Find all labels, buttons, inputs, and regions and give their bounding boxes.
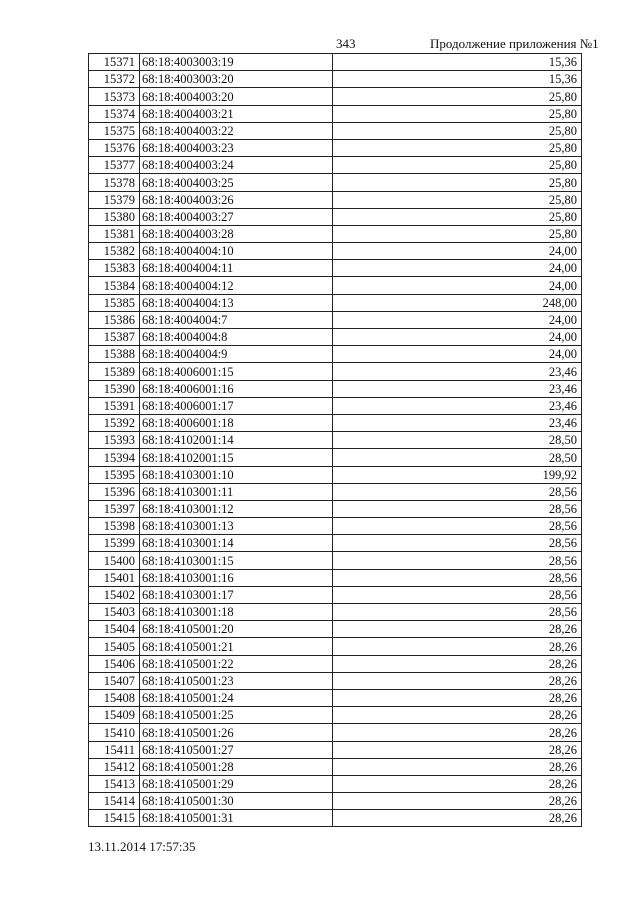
table-row <box>89 586 582 603</box>
table-row <box>89 243 582 260</box>
cadastral-number-cell: 68:18:4105001:31 <box>140 810 333 827</box>
table-row <box>89 380 582 397</box>
row-number-cell: 15371 <box>89 54 140 71</box>
value-cell: 23,46 <box>333 363 582 380</box>
row-number-cell: 15395 <box>89 466 140 483</box>
table-row <box>89 724 582 741</box>
row-number-cell: 15382 <box>89 243 140 260</box>
cadastral-number-cell: 68:18:4004003:20 <box>140 88 333 105</box>
table-row <box>89 105 582 122</box>
cadastral-number-cell: 68:18:4102001:15 <box>140 449 333 466</box>
table-row <box>89 414 582 431</box>
table-row <box>89 346 582 363</box>
cadastral-number-cell: 68:18:4004003:22 <box>140 122 333 139</box>
cadastral-number-cell: 68:18:4103001:17 <box>140 586 333 603</box>
row-number-cell: 15394 <box>89 449 140 466</box>
value-cell: 23,46 <box>333 397 582 414</box>
cadastral-number-cell: 68:18:4004004:10 <box>140 243 333 260</box>
value-cell: 23,46 <box>333 414 582 431</box>
value-cell: 25,80 <box>333 191 582 208</box>
row-number-cell: 15399 <box>89 535 140 552</box>
cadastral-number-cell: 68:18:4004004:8 <box>140 329 333 346</box>
value-cell: 28,26 <box>333 638 582 655</box>
table-row <box>89 191 582 208</box>
value-cell: 28,26 <box>333 724 582 741</box>
cadastral-number-cell: 68:18:4105001:20 <box>140 621 333 638</box>
row-number-cell: 15379 <box>89 191 140 208</box>
row-number-cell: 15383 <box>89 260 140 277</box>
row-number-cell: 15405 <box>89 638 140 655</box>
value-cell: 28,26 <box>333 793 582 810</box>
value-cell: 15,36 <box>333 71 582 88</box>
value-cell: 25,80 <box>333 88 582 105</box>
table-row <box>89 225 582 242</box>
page-number: 343 <box>336 36 356 51</box>
table-row <box>89 500 582 517</box>
table-row <box>89 294 582 311</box>
row-number-cell: 15410 <box>89 724 140 741</box>
cadastral-table <box>88 53 582 827</box>
cadastral-number-cell: 68:18:4006001:18 <box>140 414 333 431</box>
row-number-cell: 15391 <box>89 397 140 414</box>
value-cell: 28,26 <box>333 689 582 706</box>
table-row <box>89 208 582 225</box>
row-number-cell: 15393 <box>89 432 140 449</box>
cadastral-number-cell: 68:18:4004003:25 <box>140 174 333 191</box>
value-cell: 28,26 <box>333 707 582 724</box>
row-number-cell: 15396 <box>89 483 140 500</box>
value-cell: 25,80 <box>333 208 582 225</box>
table-row <box>89 277 582 294</box>
cadastral-number-cell: 68:18:4003003:20 <box>140 71 333 88</box>
row-number-cell: 15412 <box>89 758 140 775</box>
cadastral-number-cell: 68:18:4105001:24 <box>140 689 333 706</box>
row-number-cell: 15411 <box>89 741 140 758</box>
cadastral-number-cell: 68:18:4004004:12 <box>140 277 333 294</box>
cadastral-number-cell: 68:18:4103001:15 <box>140 552 333 569</box>
row-number-cell: 15403 <box>89 604 140 621</box>
table-row <box>89 54 582 71</box>
row-number-cell: 15392 <box>89 414 140 431</box>
value-cell: 25,80 <box>333 157 582 174</box>
value-cell: 199,92 <box>333 466 582 483</box>
row-number-cell: 15385 <box>89 294 140 311</box>
row-number-cell: 15404 <box>89 621 140 638</box>
cadastral-number-cell: 68:18:4105001:29 <box>140 775 333 792</box>
value-cell: 28,56 <box>333 500 582 517</box>
value-cell: 28,26 <box>333 758 582 775</box>
value-cell: 24,00 <box>333 277 582 294</box>
value-cell: 248,00 <box>333 294 582 311</box>
value-cell: 28,26 <box>333 810 582 827</box>
table-row <box>89 758 582 775</box>
value-cell: 24,00 <box>333 329 582 346</box>
table-row <box>89 604 582 621</box>
cadastral-number-cell: 68:18:4004004:11 <box>140 260 333 277</box>
value-cell: 28,26 <box>333 741 582 758</box>
table-row <box>89 71 582 88</box>
cadastral-number-cell: 68:18:4105001:21 <box>140 638 333 655</box>
print-timestamp: 13.11.2014 17:57:35 <box>88 839 196 854</box>
table-row <box>89 157 582 174</box>
table-row <box>89 432 582 449</box>
value-cell: 25,80 <box>333 122 582 139</box>
row-number-cell: 15409 <box>89 707 140 724</box>
value-cell: 28,56 <box>333 483 582 500</box>
cadastral-number-cell: 68:18:4105001:22 <box>140 655 333 672</box>
cadastral-number-cell: 68:18:4103001:13 <box>140 518 333 535</box>
cadastral-number-cell: 68:18:4103001:14 <box>140 535 333 552</box>
value-cell: 15,36 <box>333 54 582 71</box>
row-number-cell: 15386 <box>89 311 140 328</box>
value-cell: 28,26 <box>333 775 582 792</box>
value-cell: 28,56 <box>333 586 582 603</box>
cadastral-number-cell: 68:18:4105001:23 <box>140 672 333 689</box>
cadastral-number-cell: 68:18:4103001:18 <box>140 604 333 621</box>
value-cell: 28,50 <box>333 449 582 466</box>
table-row <box>89 741 582 758</box>
value-cell: 24,00 <box>333 243 582 260</box>
value-cell: 28,56 <box>333 604 582 621</box>
cadastral-number-cell: 68:18:4004003:21 <box>140 105 333 122</box>
row-number-cell: 15378 <box>89 174 140 191</box>
cadastral-number-cell: 68:18:4004003:23 <box>140 139 333 156</box>
value-cell: 28,26 <box>333 655 582 672</box>
table-row <box>89 397 582 414</box>
table-row <box>89 552 582 569</box>
table-row <box>89 466 582 483</box>
cadastral-number-cell: 68:18:4103001:11 <box>140 483 333 500</box>
value-cell: 28,56 <box>333 552 582 569</box>
value-cell: 25,80 <box>333 174 582 191</box>
table-row <box>89 810 582 827</box>
cadastral-number-cell: 68:18:4105001:25 <box>140 707 333 724</box>
cadastral-number-cell: 68:18:4004004:7 <box>140 311 333 328</box>
cadastral-number-cell: 68:18:4004004:9 <box>140 346 333 363</box>
cadastral-number-cell: 68:18:4105001:28 <box>140 758 333 775</box>
row-number-cell: 15372 <box>89 71 140 88</box>
cadastral-number-cell: 68:18:4103001:12 <box>140 500 333 517</box>
row-number-cell: 15381 <box>89 225 140 242</box>
table-row <box>89 638 582 655</box>
cadastral-number-cell: 68:18:4003003:19 <box>140 54 333 71</box>
cadastral-number-cell: 68:18:4006001:17 <box>140 397 333 414</box>
cadastral-number-cell: 68:18:4105001:27 <box>140 741 333 758</box>
cadastral-number-cell: 68:18:4004003:24 <box>140 157 333 174</box>
row-number-cell: 15374 <box>89 105 140 122</box>
cadastral-number-cell: 68:18:4006001:16 <box>140 380 333 397</box>
value-cell: 28,26 <box>333 672 582 689</box>
table-row <box>89 518 582 535</box>
cadastral-number-cell: 68:18:4103001:16 <box>140 569 333 586</box>
cadastral-number-cell: 68:18:4004003:26 <box>140 191 333 208</box>
row-number-cell: 15384 <box>89 277 140 294</box>
row-number-cell: 15402 <box>89 586 140 603</box>
table-row <box>89 655 582 672</box>
value-cell: 28,56 <box>333 518 582 535</box>
table-row <box>89 689 582 706</box>
table-row <box>89 174 582 191</box>
table-row <box>89 707 582 724</box>
cadastral-number-cell: 68:18:4006001:15 <box>140 363 333 380</box>
value-cell: 28,56 <box>333 569 582 586</box>
table-row <box>89 363 582 380</box>
row-number-cell: 15406 <box>89 655 140 672</box>
row-number-cell: 15387 <box>89 329 140 346</box>
value-cell: 24,00 <box>333 311 582 328</box>
cadastral-number-cell: 68:18:4004003:27 <box>140 208 333 225</box>
value-cell: 28,26 <box>333 621 582 638</box>
table-row <box>89 793 582 810</box>
value-cell: 24,00 <box>333 346 582 363</box>
row-number-cell: 15401 <box>89 569 140 586</box>
row-number-cell: 15376 <box>89 139 140 156</box>
table-row <box>89 672 582 689</box>
table-row <box>89 535 582 552</box>
table-row <box>89 483 582 500</box>
row-number-cell: 15407 <box>89 672 140 689</box>
row-number-cell: 15413 <box>89 775 140 792</box>
row-number-cell: 15388 <box>89 346 140 363</box>
cadastral-number-cell: 68:18:4105001:30 <box>140 793 333 810</box>
cadastral-number-cell: 68:18:4103001:10 <box>140 466 333 483</box>
value-cell: 25,80 <box>333 139 582 156</box>
row-number-cell: 15377 <box>89 157 140 174</box>
row-number-cell: 15408 <box>89 689 140 706</box>
row-number-cell: 15380 <box>89 208 140 225</box>
row-number-cell: 15397 <box>89 500 140 517</box>
table-body <box>89 54 582 827</box>
table-row <box>89 449 582 466</box>
value-cell: 23,46 <box>333 380 582 397</box>
table-row <box>89 88 582 105</box>
cadastral-number-cell: 68:18:4004003:28 <box>140 225 333 242</box>
row-number-cell: 15398 <box>89 518 140 535</box>
table-row <box>89 311 582 328</box>
cadastral-number-cell: 68:18:4004004:13 <box>140 294 333 311</box>
table-row <box>89 329 582 346</box>
value-cell: 28,56 <box>333 535 582 552</box>
cadastral-number-cell: 68:18:4102001:14 <box>140 432 333 449</box>
table-row <box>89 569 582 586</box>
value-cell: 25,80 <box>333 105 582 122</box>
table-row <box>89 139 582 156</box>
row-number-cell: 15373 <box>89 88 140 105</box>
appendix-caption: Продолжение приложения №1 <box>430 36 599 51</box>
row-number-cell: 15415 <box>89 810 140 827</box>
table-row <box>89 122 582 139</box>
value-cell: 25,80 <box>333 225 582 242</box>
row-number-cell: 15389 <box>89 363 140 380</box>
table-row <box>89 260 582 277</box>
table-row <box>89 621 582 638</box>
row-number-cell: 15390 <box>89 380 140 397</box>
table-row <box>89 775 582 792</box>
value-cell: 24,00 <box>333 260 582 277</box>
row-number-cell: 15375 <box>89 122 140 139</box>
value-cell: 28,50 <box>333 432 582 449</box>
cadastral-number-cell: 68:18:4105001:26 <box>140 724 333 741</box>
row-number-cell: 15400 <box>89 552 140 569</box>
row-number-cell: 15414 <box>89 793 140 810</box>
